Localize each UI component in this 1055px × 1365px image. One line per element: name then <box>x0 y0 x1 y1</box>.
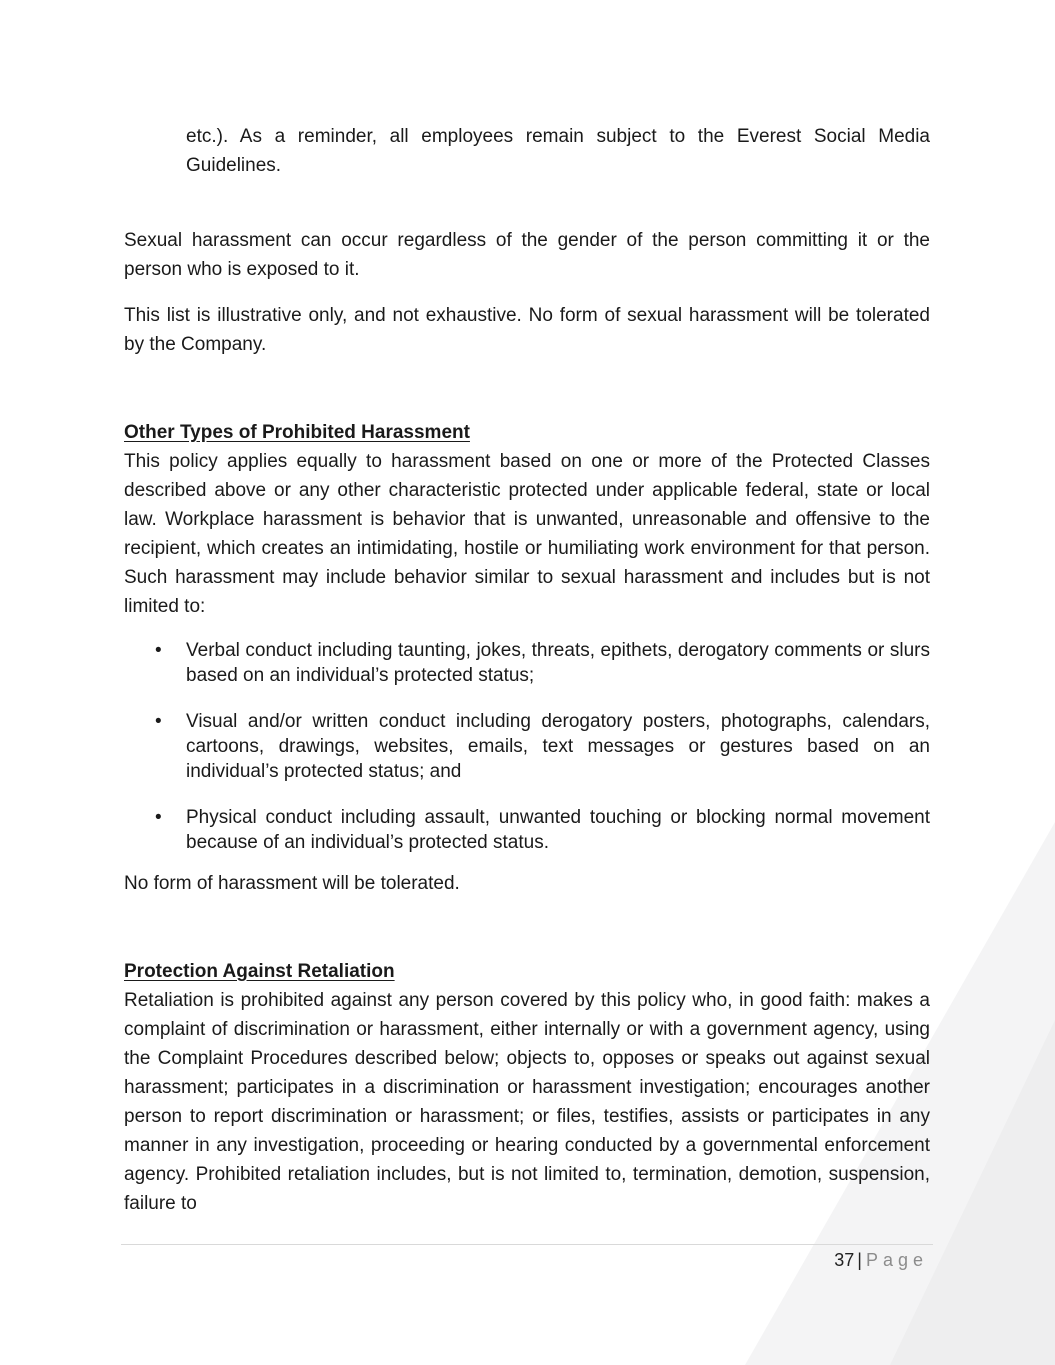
list-item <box>124 638 930 688</box>
spacer <box>124 284 930 301</box>
bullet-icon: • <box>155 807 162 828</box>
footer-separator: | <box>857 1250 862 1270</box>
page-content <box>124 122 930 1218</box>
spacer <box>124 898 930 960</box>
page-footer <box>834 1248 928 1272</box>
no-harassment-closing: No form of harassment will be tolerated. <box>124 873 460 894</box>
gender-paragraph: Sexual harassment can occur regardless of the gender of the person committing it or the person who is exposed to it. <box>124 230 930 280</box>
other-harassment-body: This policy applies equally to harassment based on one or more of the Protected Classes described above or any other characteristic protected under applicable federal, state or local law. Workplace harassment is behavior that is unwanted, unreasonable and offensive to the recipient, which creates an intimidating, hostile or humiliating work environment for that person. Such harassment may include behavior similar to sexual harassment and includes but is not limited to: <box>124 451 930 617</box>
list-item <box>124 805 930 855</box>
spacer <box>124 359 930 421</box>
harassment-bullet-list <box>124 638 930 855</box>
page-label: Page <box>865 1250 928 1270</box>
spacer <box>124 621 930 638</box>
intro-paragraph: etc.). As a reminder, all employees remain subject to the Everest Social Media Guidelines. <box>186 126 930 176</box>
bullet-icon: • <box>155 640 162 661</box>
bullet-text: Physical conduct including assault, unwanted touching or blocking normal movement because of an individual’s protected status. <box>186 807 930 853</box>
footer-divider <box>121 1244 933 1245</box>
bullet-text: Visual and/or written conduct including derogatory posters, photographs, calendars, cartoons, drawings, websites, emails, text messages or gestures based on an individual’s protected status; and <box>186 711 930 782</box>
list-item <box>124 709 930 784</box>
illustrative-paragraph: This list is illustrative only, and not exhaustive. No form of sexual harassment will be tolerated by the Company. <box>124 305 930 355</box>
retaliation-body: Retaliation is prohibited against any person covered by this policy who, in good faith: makes a complaint of discrimination or harassment, either internally or with a government agency, using the Complaint Procedures described below; objects to, opposes or speaks out against sexual harassment; participates in a discrimination or harassment investigation; encourages another person to report discrimination or harassment; or files, testifies, assists or participates in any manner in any investigation, proceeding or hearing conducted by a governmental enforcement agency. Prohibited retaliation includes, but is not limited to, termination, demotion, suspension, failure to <box>124 990 930 1214</box>
bullet-icon: • <box>155 711 162 732</box>
section-heading-retaliation: Protection Against Retaliation <box>124 961 395 982</box>
bullet-text: Verbal conduct including taunting, jokes, threats, epithets, derogatory comments or slurs based on an individual’s protected status; <box>186 640 930 686</box>
page-number: 37 <box>834 1250 855 1270</box>
spacer <box>124 180 930 226</box>
section-heading-other-harassment: Other Types of Prohibited Harassment <box>124 422 470 443</box>
